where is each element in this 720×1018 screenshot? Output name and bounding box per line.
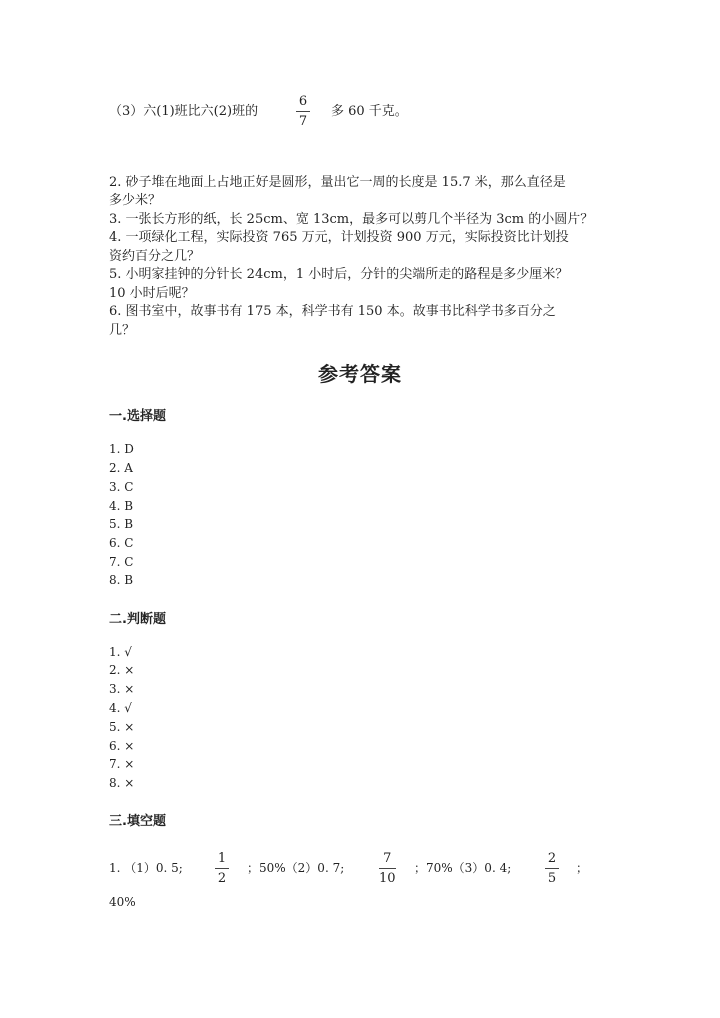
fraction-numerator: 1 xyxy=(217,851,227,866)
fill-fraction-2 xyxy=(379,852,396,885)
problem-line: 3. 一张长方形的纸，长 25cm、宽 13cm，最多可以剪几个半径为 3cm 的小圆片？ xyxy=(109,212,594,227)
section-title-judge: 二.判断题 xyxy=(109,612,166,627)
judge-answer: 2. × xyxy=(109,663,135,677)
fill-fraction-3 xyxy=(545,852,559,885)
section-title-fill: 三.填空题 xyxy=(109,814,166,829)
judge-answer: 1. √ xyxy=(109,645,132,659)
fraction-numerator: 2 xyxy=(547,851,557,866)
judge-answer: 3. × xyxy=(109,682,135,696)
judge-answer: 4. √ xyxy=(109,701,132,715)
choice-answer: 1. D xyxy=(109,442,134,456)
problem-line: 几？ xyxy=(109,323,136,338)
problem-line: 10 小时后呢？ xyxy=(109,286,195,301)
q3-fraction-numerator: 6 xyxy=(298,94,308,109)
q3-prefix: （3）六(1)班比六(2)班的 xyxy=(109,104,259,119)
fill-answer-tail: 40% xyxy=(109,895,136,909)
problem-line: 资约百分之几？ xyxy=(109,249,201,264)
fraction-numerator: 7 xyxy=(383,851,392,866)
fill-answer-part4: ； xyxy=(576,861,589,875)
judge-answer: 7. × xyxy=(109,757,135,771)
judge-answer: 8. × xyxy=(109,776,135,790)
fraction-denominator: 2 xyxy=(217,871,227,886)
problem-line: 多少米？ xyxy=(109,193,162,208)
q3-fraction xyxy=(296,95,310,128)
choice-answer: 6. C xyxy=(109,536,134,550)
choice-answer: 3. C xyxy=(109,480,134,494)
fraction-denominator: 10 xyxy=(379,871,396,886)
choice-answer: 5. B xyxy=(109,517,134,531)
judge-answer: 6. × xyxy=(109,739,135,753)
fill-answer-part2: ；50%（2）0. 7; xyxy=(247,861,345,875)
q3-fraction-denominator: 7 xyxy=(298,114,308,129)
answer-title: 参考答案 xyxy=(318,362,402,386)
fill-answer-part3: ；70%（3）0. 4; xyxy=(414,861,512,875)
choice-answer: 8. B xyxy=(109,573,134,587)
q3-suffix: 多 60 千克。 xyxy=(331,104,408,119)
fraction-denominator: 5 xyxy=(547,871,557,886)
problem-line: 2. 砂子堆在地面上占地正好是圆形，量出它一周的长度是 15.7 米，那么直径是 xyxy=(109,175,566,190)
fill-answer-part1: 1. （1）0. 5; xyxy=(109,861,183,875)
problem-line: 4. 一项绿化工程，实际投资 765 万元，计划投资 900 万元，实际投资比计划投 xyxy=(109,230,569,245)
choice-answer: 7. C xyxy=(109,555,134,569)
choice-answer: 2. A xyxy=(109,461,133,475)
judge-answer: 5. × xyxy=(109,720,135,734)
choice-answer: 4. B xyxy=(109,499,134,513)
problem-line: 6. 图书室中，故事书有 175 本，科学书有 150 本。故事书比科学书多百分之 xyxy=(109,304,556,319)
section-title-choice: 一.选择题 xyxy=(109,409,166,424)
fill-fraction-1 xyxy=(215,852,229,885)
problem-line: 5. 小明家挂钟的分针长 24cm，1 小时后，分针的尖端所走的路程是多少厘米？ xyxy=(109,267,569,282)
